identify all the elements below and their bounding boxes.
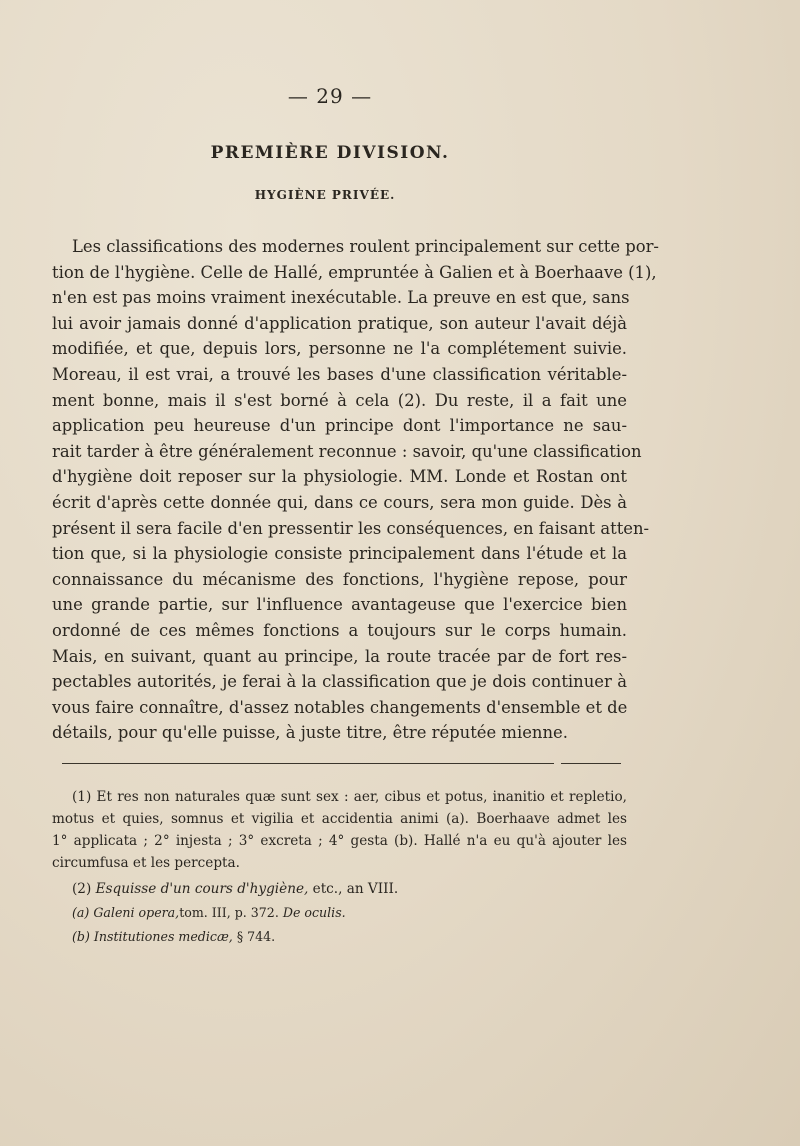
body-line: n'en est pas moins vraiment inexécutable. La preuve en est que, sans <box>52 288 630 308</box>
division-title: PREMIÈRE DIVISION. <box>210 143 450 163</box>
body-line: présent il sera facile d'en pressentir les conséquences, en faisant atten- <box>52 518 650 538</box>
body-line: ment bonne, mais il s'est borné à cela (2). Du reste, il a fait une <box>52 390 627 410</box>
footnote-1-line: motus et quies, somnus et vigilia et accidentia animi (a). Boerhaave admet les <box>52 811 627 827</box>
body-line: Mais, en suivant, quant au principe, la route tracée par de fort res- <box>52 646 627 666</box>
body-line: rait tarder à être généralement reconnue : savoir, qu'une classification <box>52 441 642 461</box>
footnote-1-line: circumfusa et les percepta. <box>52 855 240 871</box>
section-title: HYGIÈNE PRIVÉE. <box>254 188 396 202</box>
body-line: une grande partie, sur l'influence avantageuse que l'exercice bien <box>52 595 627 615</box>
page-number: — 29 — <box>287 84 373 108</box>
body-line: connaissance du mécanisme des fonctions, l'hygiène repose, pour <box>52 569 627 589</box>
body-line: Les classifications des modernes roulent principalement sur cette por- <box>72 237 659 256</box>
footnote-a-reference: tom. III, p. 372. <box>179 905 279 920</box>
body-paragraph <box>52 234 659 746</box>
footnote-b-rest: § 744. <box>236 929 276 944</box>
body-line: Moreau, il est vrai, a trouvé les bases d'une classification véritable- <box>52 364 627 384</box>
footnote-2-title: Esquisse d'un cours d'hygiène, <box>95 881 309 897</box>
footnotes <box>52 786 627 948</box>
footnote-divider-short <box>561 763 621 764</box>
body-line: application peu heureuse d'un principe dont l'importance ne sau- <box>52 416 627 436</box>
footnote-b <box>52 926 627 948</box>
footnote-1-line: (1) Et res non naturales quæ sunt sex : aer, cibus et potus, inanitio et repletio, <box>72 789 627 805</box>
footnote-a-title: Galeni opera, <box>93 905 180 920</box>
body-line: pectables autorités, je ferai à la classification que je dois continuer à <box>52 672 627 692</box>
footnote-a-end: De oculis. <box>282 905 346 920</box>
body-line: tion de l'hygiène. Celle de Hallé, empruntée à Galien et à Boerhaave (1), <box>52 262 657 282</box>
body-line: tion que, si la physiologie consiste principalement dans l'étude et la <box>52 544 627 564</box>
body-line: vous faire connaître, d'assez notables changements d'ensemble et de <box>52 697 628 717</box>
footnote-2 <box>52 878 627 900</box>
footnote-a-number: (a) <box>72 905 90 920</box>
body-line: détails, pour qu'elle puisse, à juste titre, être réputée mienne. <box>52 723 568 743</box>
footnote-b-number: (b) <box>72 929 90 944</box>
body-line: ordonné de ces mêmes fonctions a toujours sur le corps humain. <box>52 620 627 640</box>
body-line: lui avoir jamais donné d'application pratique, son auteur l'avait déjà <box>52 313 627 333</box>
body-line: écrit d'après cette donnée qui, dans ce cours, sera mon guide. Dès à <box>52 492 627 512</box>
footnote-divider <box>62 763 554 764</box>
footnote-1-line: 1° applicata ; 2° injesta ; 3° excreta ; 4° gesta (b). Hallé n'a eu qu'à ajouter les <box>52 833 627 849</box>
footnote-b-title: Institutiones medicæ, <box>93 929 233 944</box>
footnote-2-number: (2) <box>72 881 92 897</box>
body-line: modifiée, et que, depuis lors, personne ne l'a complétement suivie. <box>52 339 627 359</box>
body-line: d'hygiène doit reposer sur la physiologie. MM. Londe et Rostan ont <box>52 467 627 487</box>
footnote-a <box>52 902 627 924</box>
footnote-2-rest: etc., an VIII. <box>312 881 399 897</box>
